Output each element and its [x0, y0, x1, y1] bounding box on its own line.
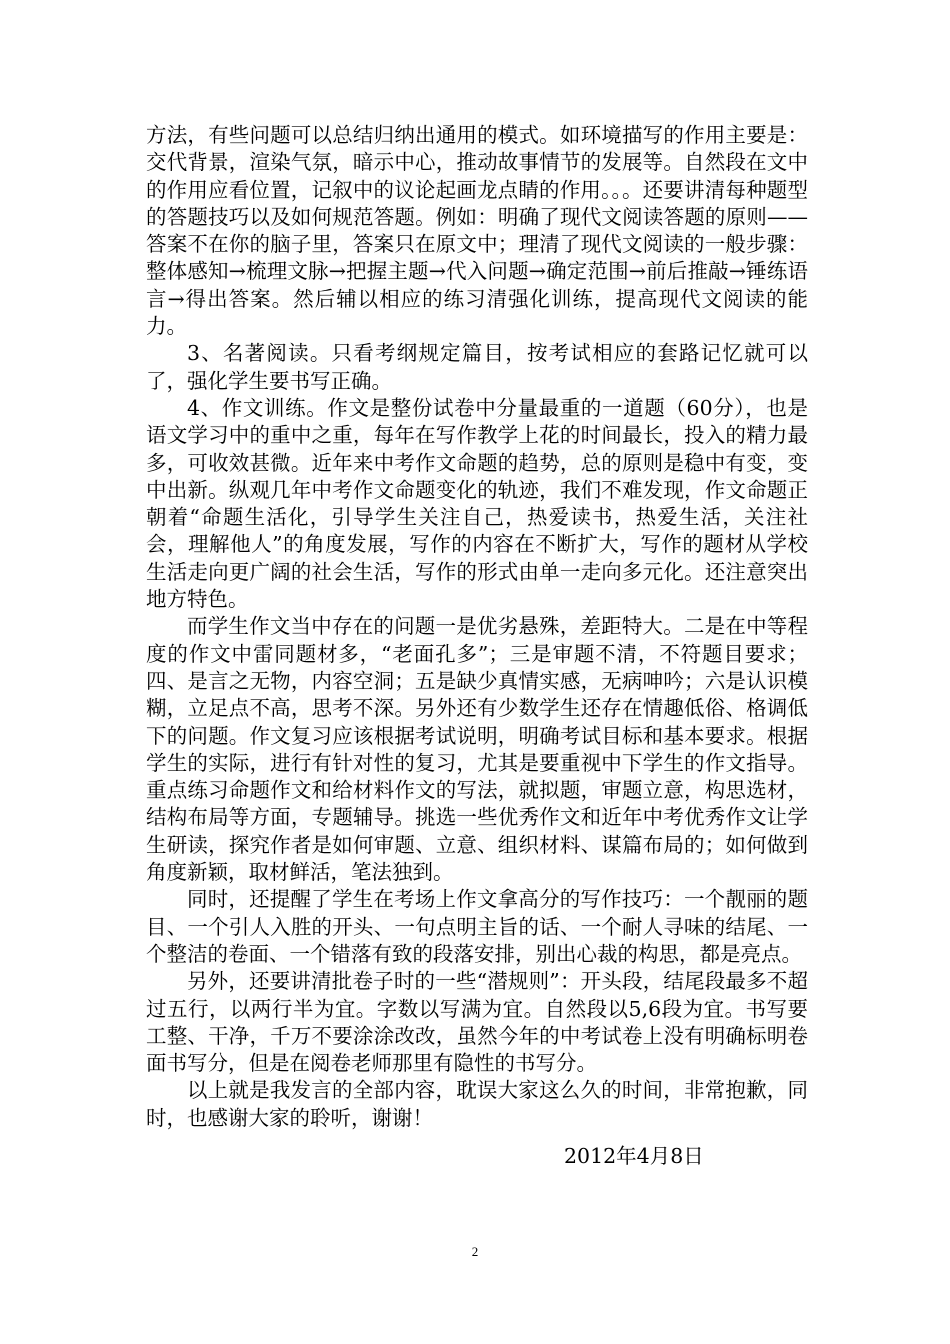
paragraph-reading-methods: 方法，有些问题可以总结归纳出通用的模式。如环境描写的作用主要是：交代背景，渲染气氛，暗示中心，推动故事情节的发展等。自然段在文中的作用应看位置，记叙中的议论起画龙点睛的作用。。。还要讲清每种题型的答题技巧以及如何规范答题。例如：明确了现代文阅读答题的原则——答案不在你的脑子里，答案只在原文中；理清了现代文阅读的一般步骤：整体感知→梳理文脉→把握主题→代入问题→确定范围→前后推敲→锤练语言→得出答案。然后辅以相应的练习清强化训练，提高现代文阅读的能力。 — [146, 123, 808, 339]
document-date: 2012年4月8日 — [564, 1144, 704, 1168]
document-body — [146, 122, 808, 1132]
paragraph-closing: 以上就是我发言的全部内容，耽误大家这么久的时间，非常抱歉，同时，也感谢大家的聆听，谢谢！ — [146, 1078, 808, 1130]
paragraph-grading-rules: 另外，还要讲清批卷子时的一些“潜规则”：开头段，结尾段最多不超过五行，以两行半为宜。字数以写满为宜。自然段以5,6段为宜。书写要工整、干净，千万不要涂涂改改，虽然今年的中考试卷上没有明确标明卷面书写分，但是在阅卷老师那里有隐性的书写分。 — [146, 969, 808, 1076]
paragraph-classic-reading: 3、名著阅读。只看考纲规定篇目，按考试相应的套路记忆就可以了，强化学生要书写正确。 — [146, 341, 808, 393]
paragraph-composition-problems: 而学生作文当中存在的问题一是优劣悬殊，差距特大。二是在中等程度的作文中雷同题材多，“老面孔多”；三是审题不清，不符题目要求；四、是言之无物，内容空洞；五是缺少真情实感，无病呻吟；六是认识模糊，立足点不高，思考不深。另外还有少数学生还存在情趣低俗、格调低下的问题。作文复习应该根据考试说明，明确考试目标和基本要求。根据学生的实际，进行有针对性的复习，尤其是要重视中下学生的作文指导。重点练习命题作文和给材料作文的写法，就拟题，审题立意，构思选材，结构布局等方面，专题辅导。挑选一些优秀作文和近年中考优秀作文让学生研读，探究作者是如何审题、立意、组织材料、谋篇布局的；如何做到角度新颖，取材鲜活，笔法独到。 — [146, 614, 808, 885]
paragraph-writing-tips: 同时，还提醒了学生在考场上作文拿高分的写作技巧：一个靓丽的题目、一个引人入胜的开头、一句点明主旨的话、一个耐人寻味的结尾、一个整洁的卷面、一个错落有致的段落安排，别出心裁的构思，都是亮点。 — [146, 887, 808, 966]
paragraph-composition-training: 4、作文训练。作文是整份试卷中分量最重的一道题（60分），也是语文学习中的重中之重，每年在写作教学上花的时间最长，投入的精力最多，可收效甚微。近年来中考作文命题的趋势，总的原则是稳中有变，变中出新。纵观几年中考作文命题变化的轨迹，我们不难发现，作文命题正朝着“命题生活化，引导学生关注自己，热爱读书，热爱生活，关注社会，理解他人”的角度发展，写作的内容在不断扩大，写作的题材从学校生活走向更广阔的社会生活，写作的形式由单一走向多元化。还注意突出地方特色。 — [146, 395, 808, 612]
page-number: 2 — [471, 1244, 479, 1259]
